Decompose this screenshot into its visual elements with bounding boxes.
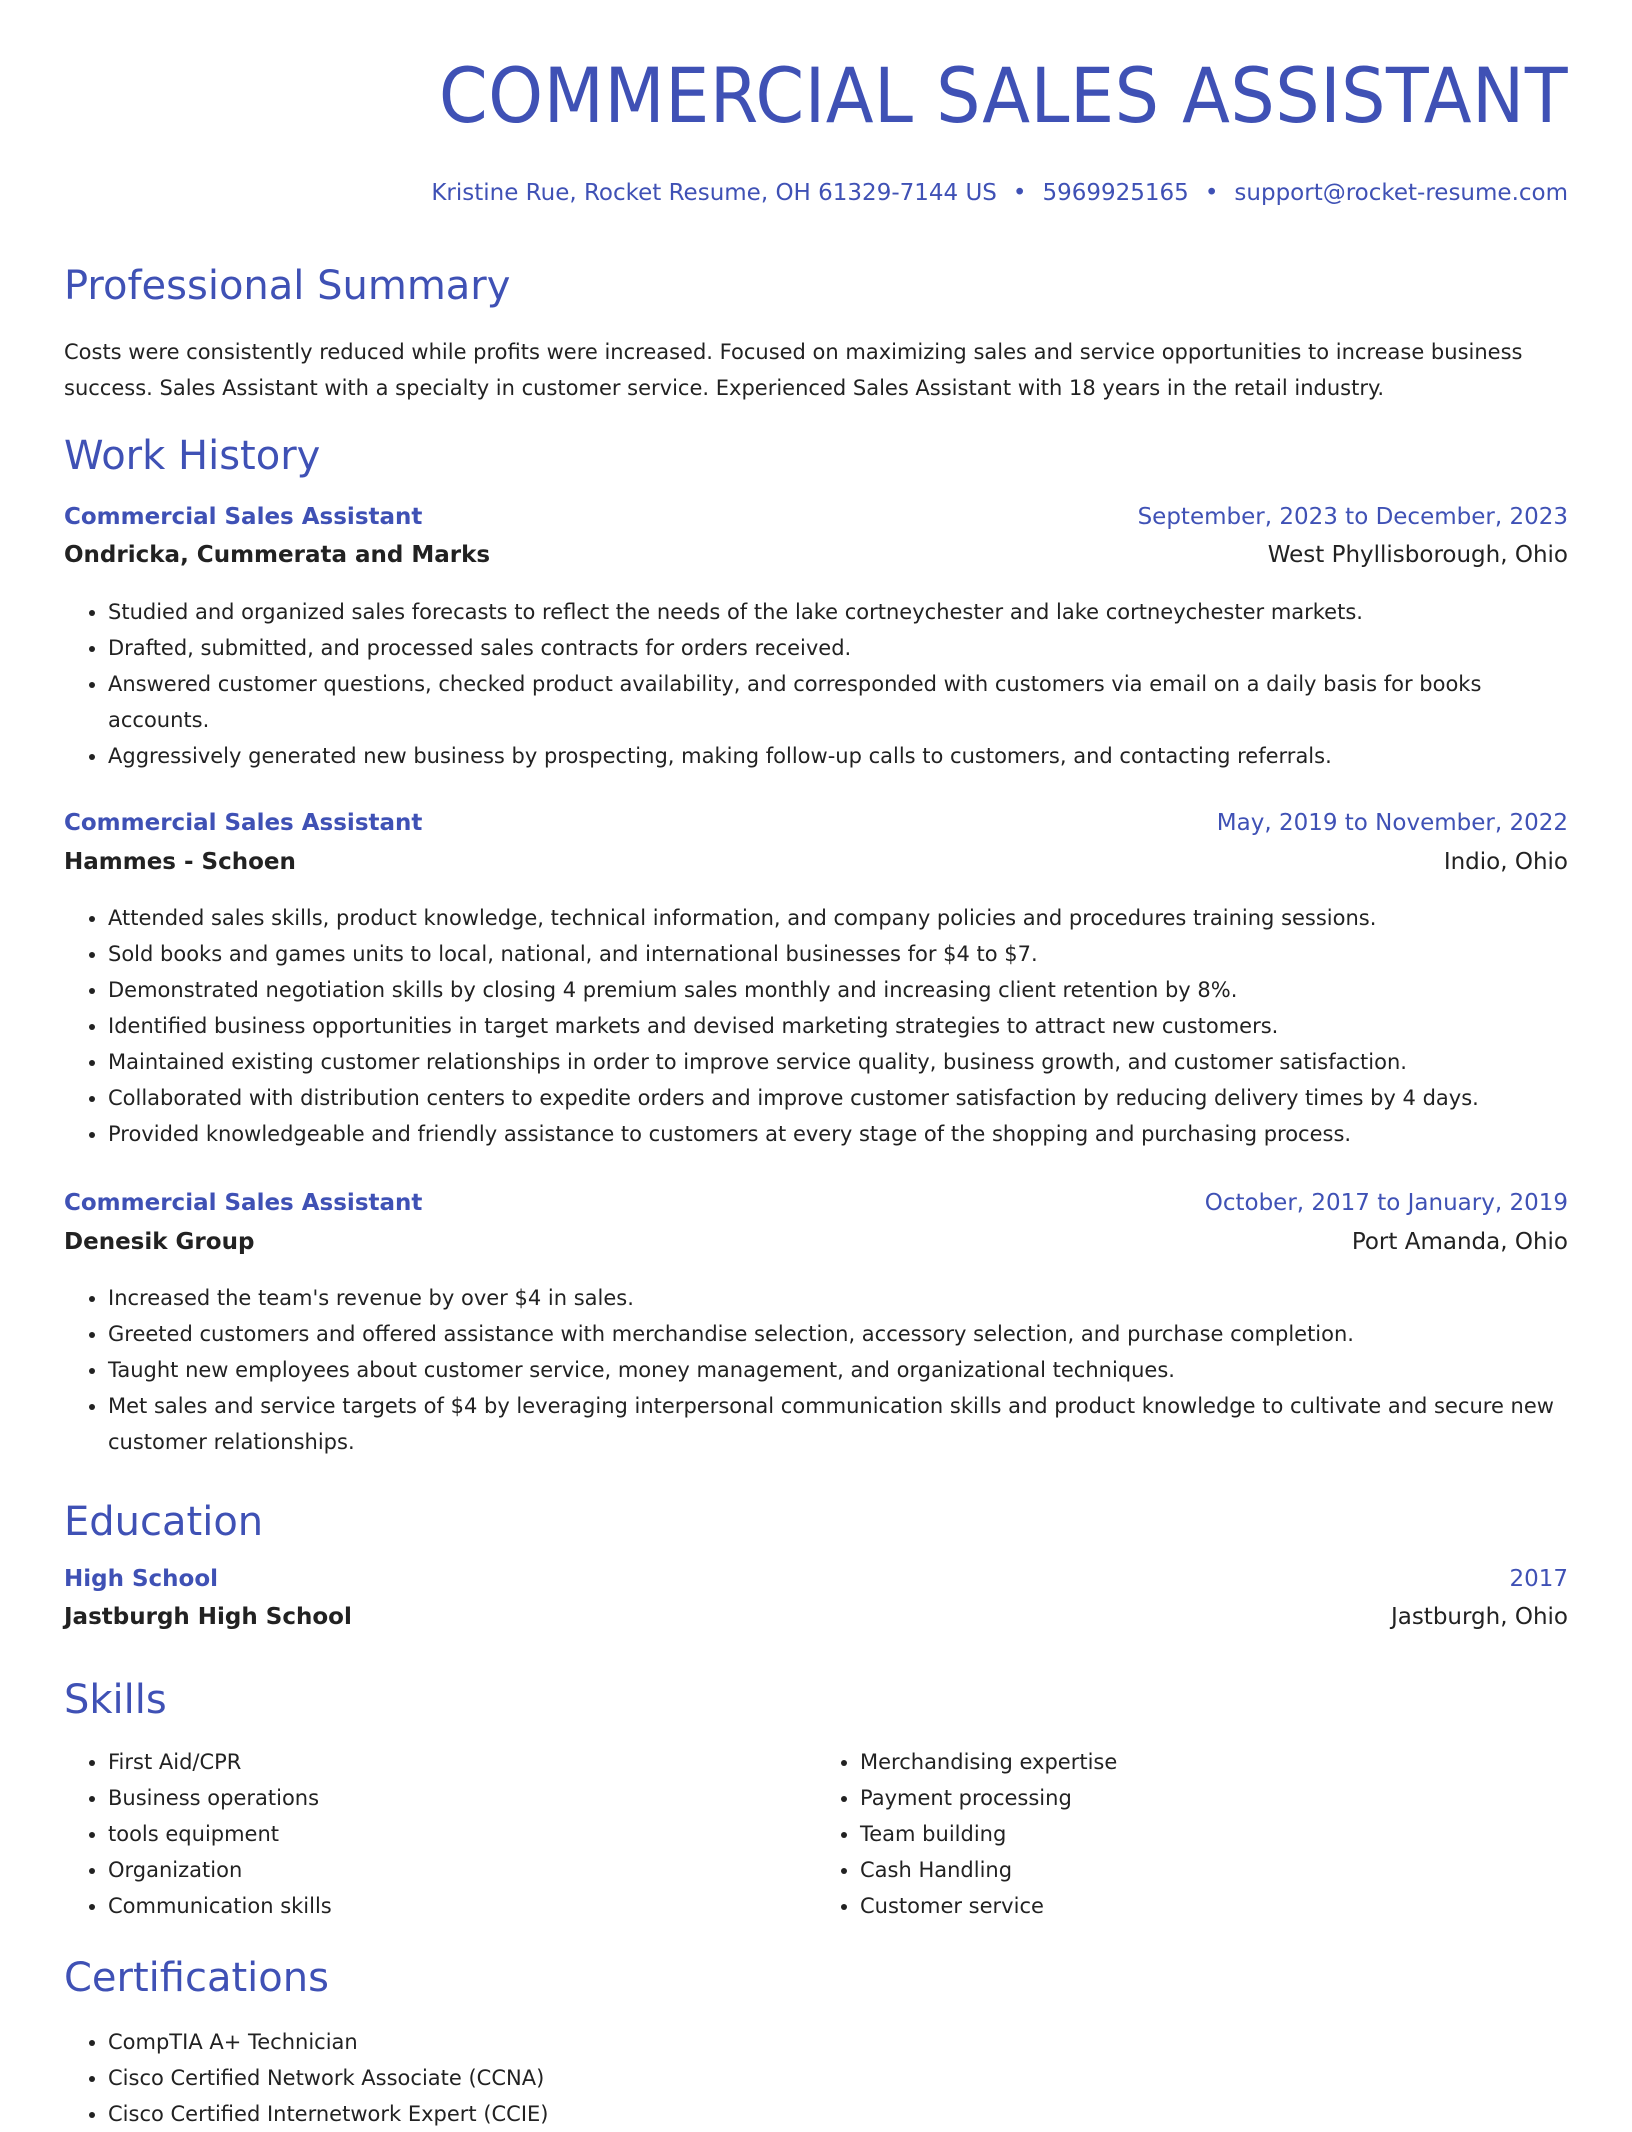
job-bullet: • Answered customer questions, checked product availability, and corresponded with customers via email on a daily basis for books accounts. bbox=[108, 666, 1568, 738]
contact-email: support@rocket-resume.com bbox=[1234, 180, 1568, 206]
section-heading-skills: Skills bbox=[64, 1677, 167, 1723]
job-bullet: • Met sales and service targets of $4 by leveraging interpersonal communication skills and product knowledge to cultivate and secure new customer relationships. bbox=[108, 1388, 1568, 1460]
education-school: Jastburgh High School bbox=[64, 1604, 352, 1630]
skill-item: • tools equipment bbox=[108, 1816, 816, 1852]
skills-column-right bbox=[816, 1744, 1568, 1924]
job-dates: September, 2023 to December, 2023 bbox=[1137, 504, 1568, 530]
job-employer-row bbox=[64, 1229, 1568, 1255]
job-bullet: • Increased the team's revenue by over $4 in sales. bbox=[108, 1280, 1568, 1316]
job-bullets bbox=[64, 900, 1568, 1152]
job-location: Indio, Ohio bbox=[1443, 849, 1568, 875]
job-bullet: • Studied and organized sales forecasts to reflect the needs of the lake cortneychester and lake cortneychester markets. bbox=[108, 594, 1568, 630]
job-bullet: • Aggressively generated new business by prospecting, making follow-up calls to customers, and contacting referrals. bbox=[108, 738, 1568, 774]
job-bullet: • Taught new employees about customer service, money management, and organizational techniques. bbox=[108, 1352, 1568, 1388]
job-bullet: • Maintained existing customer relationships in order to improve service quality, business growth, and customer satisfaction. bbox=[108, 1044, 1568, 1080]
job-bullets bbox=[64, 1280, 1568, 1460]
education-location: Jastburgh, Ohio bbox=[1390, 1604, 1568, 1630]
skills-column-left bbox=[64, 1744, 816, 1924]
job-title: Commercial Sales Assistant bbox=[64, 1190, 423, 1216]
skill-item: • Communication skills bbox=[108, 1888, 816, 1924]
certification-item: • CompTIA A+ Technician bbox=[108, 2024, 1568, 2060]
skill-item: • Business operations bbox=[108, 1780, 816, 1816]
job-entry bbox=[64, 1190, 1568, 1216]
job-employer-row bbox=[64, 849, 1568, 875]
skill-item: • Cash Handling bbox=[860, 1852, 1568, 1888]
education-section bbox=[64, 1498, 1568, 1546]
job-bullet: • Sold books and games units to local, national, and international businesses for $4 to $7. bbox=[108, 936, 1568, 972]
section-heading-summary: Professional Summary bbox=[64, 263, 511, 309]
education-school-row bbox=[64, 1604, 1568, 1630]
resume-title: COMMERCIAL SALES ASSISTANT bbox=[438, 51, 1568, 140]
job-title: Commercial Sales Assistant bbox=[64, 504, 423, 530]
work-history-section bbox=[64, 432, 1568, 480]
job-location: Port Amanda, Ohio bbox=[1351, 1229, 1568, 1255]
job-bullet: • Provided knowledgeable and friendly assistance to customers at every stage of the shopping and purchasing process. bbox=[108, 1116, 1568, 1152]
job-employer: Ondricka, Cummerata and Marks bbox=[64, 542, 491, 568]
job-dates: May, 2019 to November, 2022 bbox=[1216, 810, 1568, 836]
job-entry bbox=[64, 504, 1568, 530]
job-title: Commercial Sales Assistant bbox=[64, 810, 423, 836]
skills-list bbox=[64, 1744, 1568, 1924]
summary-text: Costs were consistently reduced while profits were increased. Focused on maximizing sales and service opportunities to increase business success. Sales Assistant with a specialty in customer service. Experienced Sales Assistant with 18 years in the retail industry. bbox=[64, 340, 1523, 400]
certifications-list bbox=[64, 2024, 1568, 2132]
job-entry bbox=[64, 810, 1568, 836]
contact-separator: • bbox=[1012, 180, 1027, 206]
certifications-section bbox=[64, 1954, 1568, 2002]
skill-item: • Payment processing bbox=[860, 1780, 1568, 1816]
contact-line bbox=[64, 180, 1568, 208]
job-employer-row bbox=[64, 542, 1568, 568]
skill-item: • Team building bbox=[860, 1816, 1568, 1852]
section-heading-education: Education bbox=[64, 1499, 264, 1545]
certification-item: • Cisco Certified Network Associate (CCNA) bbox=[108, 2060, 1568, 2096]
section-heading-certifications: Certifications bbox=[64, 1955, 329, 2001]
contact-separator: • bbox=[1204, 180, 1219, 206]
education-year: 2017 bbox=[1509, 1566, 1568, 1592]
job-employer: Denesik Group bbox=[64, 1229, 255, 1255]
section-heading-work-history: Work History bbox=[64, 433, 321, 479]
job-bullet: • Attended sales skills, product knowledge, technical information, and company policies and procedures training sessions. bbox=[108, 900, 1568, 936]
job-dates: October, 2017 to January, 2019 bbox=[1204, 1190, 1568, 1216]
job-bullets bbox=[64, 594, 1568, 774]
contact-phone: 5969925165 bbox=[1042, 180, 1189, 206]
education-degree: High School bbox=[64, 1566, 219, 1592]
certification-item: • Cisco Certified Internetwork Expert (CCIE) bbox=[108, 2096, 1568, 2132]
skill-item: • First Aid/CPR bbox=[108, 1744, 816, 1780]
resume-header bbox=[64, 51, 1568, 140]
job-bullet: • Drafted, submitted, and processed sales contracts for orders received. bbox=[108, 630, 1568, 666]
job-employer: Hammes - Schoen bbox=[64, 849, 296, 875]
summary-section bbox=[64, 262, 1568, 310]
job-bullet: • Collaborated with distribution centers to expedite orders and improve customer satisfaction by reducing delivery times by 4 days. bbox=[108, 1080, 1568, 1116]
job-bullet: • Identified business opportunities in target markets and devised marketing strategies to attract new customers. bbox=[108, 1008, 1568, 1044]
job-bullet: • Greeted customers and offered assistance with merchandise selection, accessory selection, and purchase completion. bbox=[108, 1316, 1568, 1352]
education-entry bbox=[64, 1566, 1568, 1592]
contact-address: Kristine Rue, Rocket Resume, OH 61329-7144 US bbox=[431, 180, 997, 206]
skill-item: • Organization bbox=[108, 1852, 816, 1888]
skills-section bbox=[64, 1676, 1568, 1724]
summary-body bbox=[64, 334, 1568, 406]
skill-item: • Customer service bbox=[860, 1888, 1568, 1924]
job-location: West Phyllisborough, Ohio bbox=[1267, 542, 1568, 568]
job-bullet: • Demonstrated negotiation skills by closing 4 premium sales monthly and increasing client retention by 8%. bbox=[108, 972, 1568, 1008]
skill-item: • Merchandising expertise bbox=[860, 1744, 1568, 1780]
